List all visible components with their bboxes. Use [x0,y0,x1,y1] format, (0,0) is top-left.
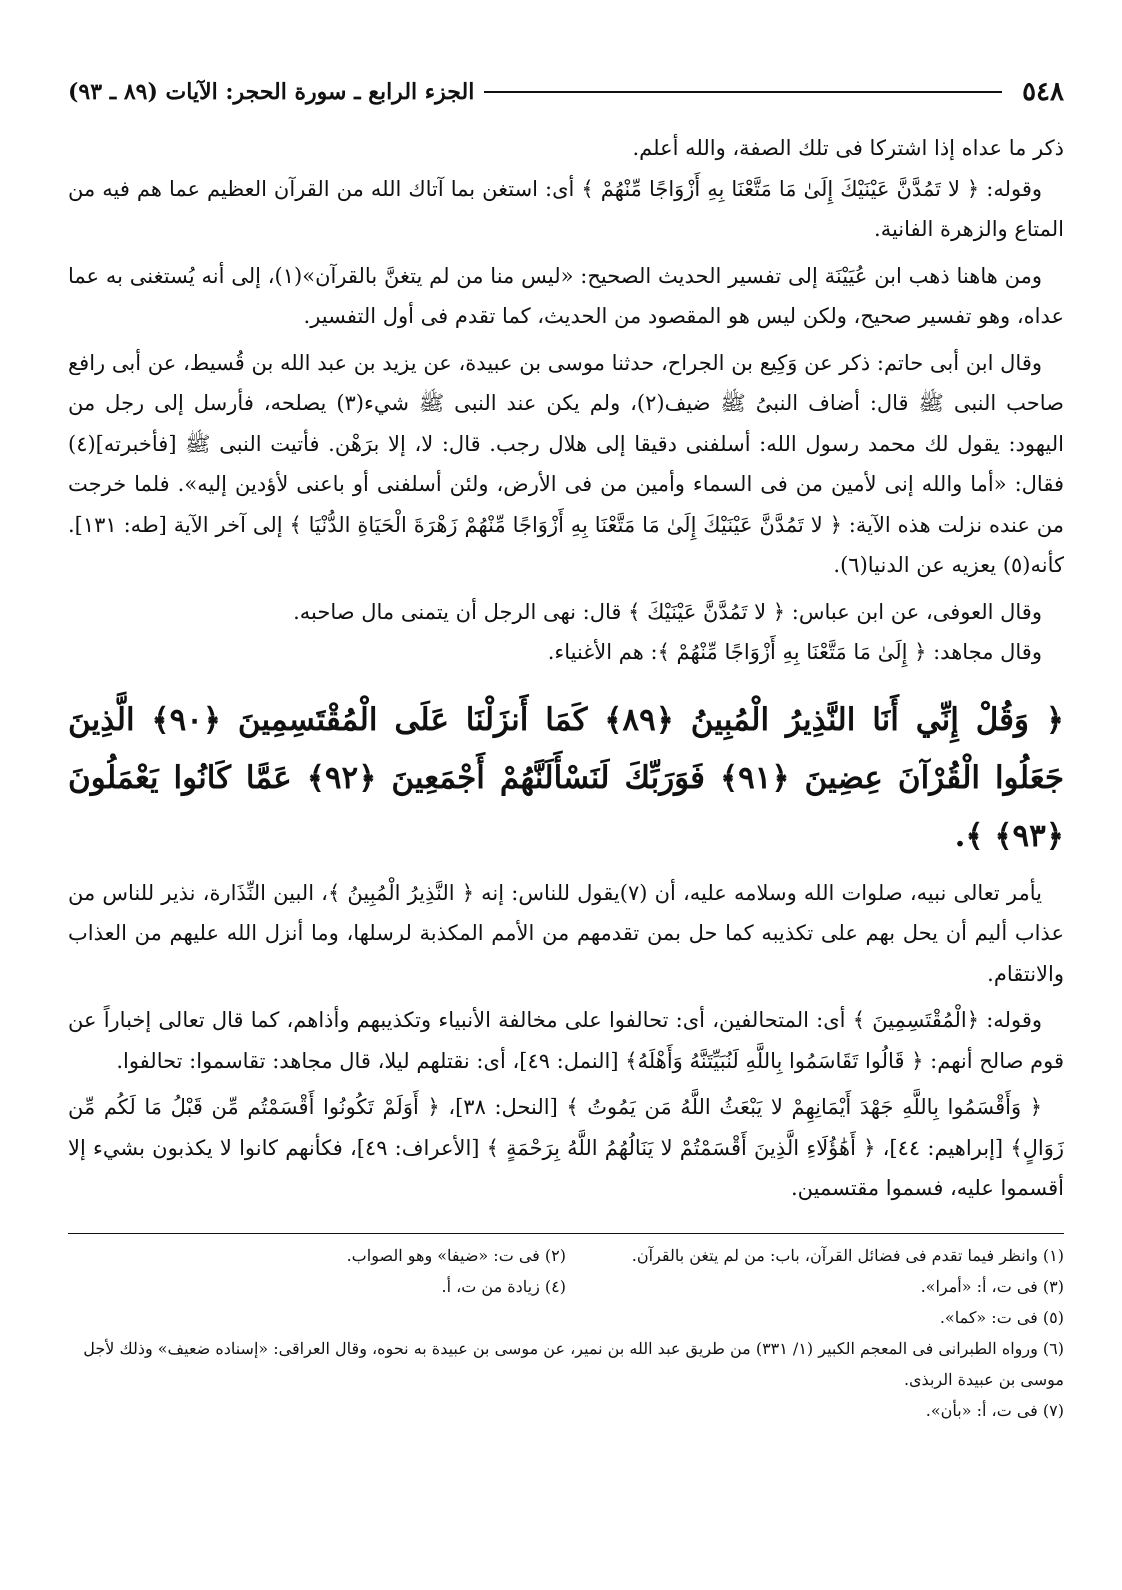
footnote: (٢) فى ت: «ضيفا» وهو الصواب. [346,1245,566,1265]
paragraph: ﴿ وَأَقْسَمُوا بِاللَّهِ جَهْدَ أَيْمَانِهِمْ لا يَبْعَثُ اللَّهُ مَن يَمُوتُ ﴾ [النحل: ٣٨]، ﴿ أَوَلَمْ تَكُونُوا أَقْسَمْتُم مِّن قَبْلُ مَا لَكُم مِّن زَوَالٍ﴾ [إبراهيم: ٤٤]، ﴿ أَهَٰؤُلَاءِ الَّذِينَ أَقْسَمْتُمْ لا يَنَالُهُمُ اللَّهُ بِرَحْمَةٍ ﴾ [الأعراف: ٤٩]، فكأنهم كانوا لا يكذبون بشيء إلا أقسموا عليه، فسموا مقتسمين. [68,1095,1064,1200]
paragraph: وقال ابن أبى حاتم: ذكر عن وَكِيع بن الجراح، حدثنا موسى بن عبيدة، عن يزيد بن عبد الله بن قُسيط، عن أبى رافع صاحب النبى ﷺ قال: أضاف النبىُ ﷺ ضيف(٢)، ولم يكن عند النبى ﷺ شيء(٣) يصلحه، فأرسل إلى رجل من اليهود: يقول لك محمد رسول الله: أسلفنى دقيقا إلى هلال رجب. قال: لا، إلا برَهْن. فأتيت النبى ﷺ [فأخبرته](٤) فقال: «أما والله إنى لأمين من فى السماء وأمين من فى الأرض، ولئن أسلفنى أو باعنى لأؤدين إليه». فلما خرجت من عنده نزلت هذه الآية: ﴿ لا تَمُدَّنَّ عَيْنَيْكَ إِلَىٰ مَا مَتَّعْنَا بِهِ أَزْوَاجًا مِّنْهُمْ زَهْرَةَ الْحَيَاةِ الدُّنْيَا ﴾ إلى آخر الآية [طه: ١٣١]. كأنه(٥) يعزيه عن الدنيا(٦). [68,350,1064,577]
footnote: (١) وانظر فيما تقدم فى فضائل القرآن، باب: من لم يتغن بالقرآن. [631,1245,1064,1265]
footnote: (٣) فى ت، أ: «أمرا». [920,1276,1064,1296]
footnote-spacer [68,1302,566,1333]
paragraph: ومن هاهنا ذهب ابن عُيَيْنَة إلى تفسير الحديث الصحيح: «ليس منا من لم يتغنَّ بالقرآن»(١)، إلى أنه يُستغنى به عما عداه، وهو تفسير صحيح، ولكن ليس هو المقصود من الحديث، كما تقدم فى أول التفسير. [68,263,1064,328]
footnote: (٦) ورواه الطبرانى فى المعجم الكبير (١/ ٣٣١) من طريق عبد الله بن نمير، عن موسى بن عبيدة به نحوه، وقال العراقى: «إسناده ضعيف» وذلك لأجل موسى بن عبيدة الربذى. [83,1338,1064,1389]
paragraph: وقال مجاهد: ﴿ إِلَىٰ مَا مَتَّعْنَا بِهِ أَزْوَاجًا مِّنْهُمْ ﴾: هم الأغنياء. [547,640,1042,664]
page-number: ٥٤٨ [1022,77,1064,107]
footnote-row [68,1302,1064,1333]
footnote: (٧) فى ت، أ: «بأن». [925,1400,1064,1420]
paragraph: وقوله: ﴿الْمُقْتَسِمِينَ ﴾ أى: المتحالفين، أى: تحالفوا على مخالفة الأنبياء وتكذيبهم وأذاهم، كما قال تعالى إخباراً عن قوم صالح أنهم: ﴿ قَالُوا تَقَاسَمُوا بِاللَّهِ لَنُبَيِّتَنَّهُ وَأَهْلَهُ﴾ [النمل: ٤٩]، أى: نقتلهم ليلا، قال مجاهد: تقاسموا: تحالفوا. [68,1008,1064,1073]
footnote-row [68,1271,1064,1302]
footnote: (٥) فى ت: «كما». [939,1307,1064,1327]
header-rule [484,91,1002,93]
paragraph: ذكر ما عداه إذا اشتركا فى تلك الصفة، والله أعلم. [632,136,1064,160]
paragraph: يأمر تعالى نبيه، صلوات الله وسلامه عليه، أن (٧)يقول للناس: إنه ﴿ النَّذِيرُ الْمُبِينُ ﴾، البين النِّذَارة، نذير للناس من عذاب أليم أن يحل بهم على تكذيبه كما حل بمن تقدمهم من الأمم المكذبة لرسلها، وما أنزل الله عليهم من العذاب والانتقام. [68,880,1064,986]
header-title: الجزء الرابع ـ سورة الحجر: الآيات (٨٩ ـ ٩٣) [68,79,475,105]
footnotes [68,1233,1064,1426]
running-header [68,70,1064,114]
main-text [68,128,1064,1209]
paragraph: وقال العوفى، عن ابن عباس: ﴿ لا تَمُدَّنَّ عَيْنَيْكَ ﴾ قال: نهى الرجل أن يتمنى مال صاحبه. [293,599,1042,624]
footnote: (٤) زيادة من ت، أ. [441,1276,566,1296]
footnote-row [68,1240,1064,1271]
quran-verse: ﴿ وَقُلْ إِنِّي أَنَا النَّذِيرُ الْمُبِينُ ﴿٨٩﴾ كَمَا أَنزَلْنَا عَلَى الْمُقْتَسِمِينَ ﴿٩٠﴾ الَّذِينَ جَعَلُوا الْقُرْآنَ عِضِينَ ﴿٩١﴾ فَوَرَبِّكَ لَنَسْأَلَنَّهُمْ أَجْمَعِينَ ﴿٩٢﴾ عَمَّا كَانُوا يَعْمَلُونَ ﴿٩٣﴾ ﴾. [68,701,1064,854]
paragraph: وقوله: ﴿ لا تَمُدَّنَّ عَيْنَيْكَ إِلَىٰ مَا مَتَّعْنَا بِهِ أَزْوَاجًا مِّنْهُمْ ﴾ أى: استغن بما آتاك الله من القرآن العظيم عما هم فيه من المتاع والزهرة الفانية. [68,176,1064,241]
